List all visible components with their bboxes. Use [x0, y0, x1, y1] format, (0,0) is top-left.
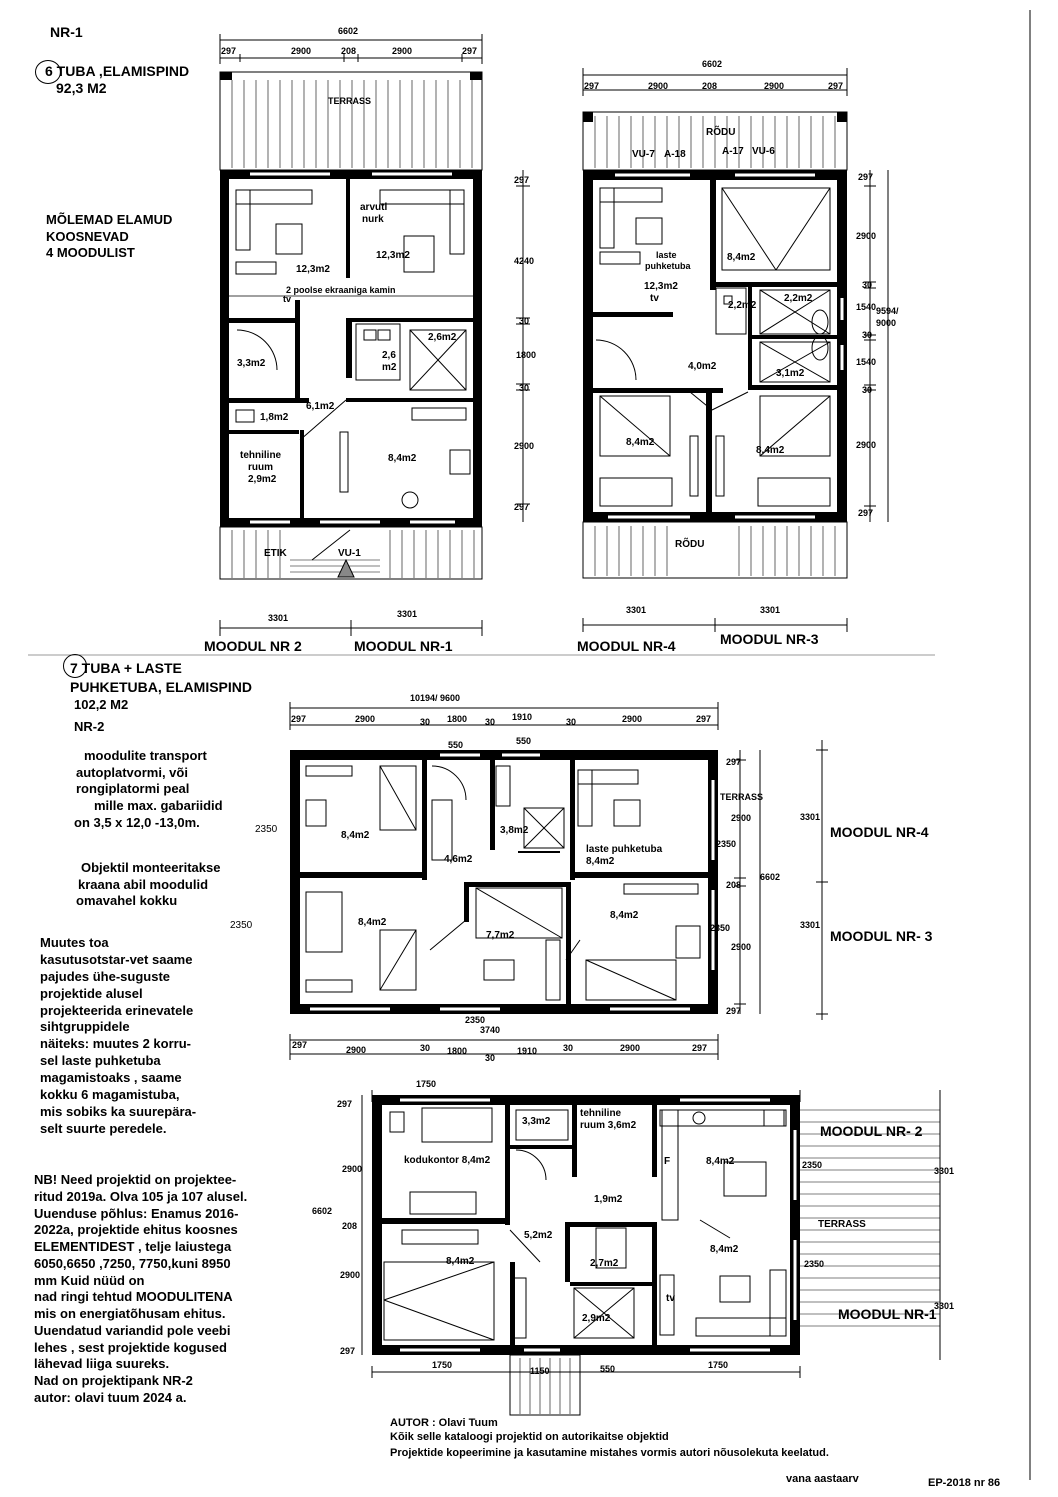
dim: 3301: [800, 812, 821, 822]
nb-note: NB! Need projektid on projektee- ritud 2019a. Olva 105 ja 107 alusel. Uuenduse põhlus: Enamus 2016- 2022a, projektide ehitus koosnes ELEMENTIDEST , telje laiustega 6050,6650 ,7250, 7750,kuni 8950 mm Kuid nüüd on nad ringi tehtud MOODULITENA mis on energiatõhusam ehitus. Uuendatud variandid pole veebi lehes , sest projektide kogused lähevad liiga suureks. Nad on projektipank NR-2 autor: olavi tuum 2024 a.: [34, 1172, 248, 1405]
dim: 3301: [934, 1301, 955, 1311]
footer-autor: AUTOR : Olavi Tuum: [390, 1417, 498, 1429]
dim: 2900: [856, 440, 877, 450]
dim: 3301: [268, 613, 289, 623]
module-label: MOODUL NR- 3: [830, 928, 933, 944]
room-area: m2: [382, 362, 397, 373]
label-laste: laste: [656, 250, 677, 260]
dim: 550: [448, 740, 464, 750]
room-area: 1,8m2: [260, 412, 289, 423]
dim: 297: [692, 1043, 708, 1053]
room-area: 8,4m2: [727, 252, 756, 263]
dim-total: 9000: [876, 318, 897, 328]
dim: 2350: [716, 839, 737, 849]
dim: 2900: [648, 81, 669, 91]
nr1-title: NR-1: [50, 24, 83, 40]
dim: 2900: [731, 942, 752, 952]
dim: 30: [862, 280, 873, 290]
room-area: 3,3m2: [522, 1116, 551, 1127]
room-area: 8,4m2: [610, 910, 639, 921]
dim: 1750: [416, 1079, 437, 1089]
footer-disclaimer: Projektide kopeerimine ja kasutamine mistahes vormis autori nõusolekuta keelatud.: [390, 1447, 829, 1459]
dim: 3301: [760, 605, 781, 615]
label-a18: A-18: [664, 149, 686, 160]
dim-total: 6602: [702, 59, 723, 69]
dim: 1750: [432, 1360, 453, 1370]
room-area: 6,1m2: [306, 401, 335, 412]
room-area: 8,4m2: [710, 1244, 739, 1255]
room-area: 12,3m2: [296, 264, 330, 275]
label-vu6: VU-6: [752, 146, 775, 157]
room-area: 3,3m2: [237, 358, 266, 369]
room-area: 8,4m2: [626, 437, 655, 448]
dim: 1910: [517, 1046, 538, 1056]
footer-page-number: EP-2018 nr 86: [928, 1477, 1001, 1489]
label-f: F: [664, 1156, 671, 1167]
nr1-area: 92,3 M2: [56, 80, 107, 96]
dim-total: 6602: [338, 26, 359, 36]
dim: 2900: [392, 46, 413, 56]
nr2-heading-1: 7 TUBA + LASTE: [70, 660, 182, 676]
both-note: MÕLEMAD ELAMUD KOOSNEVAD 4 MOODULIST: [46, 212, 173, 261]
label-terrass: TERRASS: [818, 1219, 866, 1230]
label-terrass: TERRASS: [328, 96, 372, 106]
dim: 297: [292, 1040, 308, 1050]
dim: 2900: [622, 714, 643, 724]
room-area: 8,4m2: [388, 453, 417, 464]
dim-2350-left-b: 2350: [230, 920, 253, 931]
nr2-area: 102,2 M2: [74, 697, 129, 712]
room-area: 8,4m2: [341, 830, 370, 841]
label-tv: tv: [666, 1293, 675, 1304]
dim: 3301: [800, 920, 821, 930]
dim: 2350: [465, 1015, 486, 1025]
dim: 208: [341, 46, 357, 56]
room-area: 5,2m2: [524, 1230, 553, 1241]
label-tv: tv: [283, 294, 292, 304]
dim: 30: [563, 1043, 574, 1053]
dim: 2900: [620, 1043, 641, 1053]
dim: 30: [485, 1053, 496, 1063]
label-kamin: 2 poolse ekraaniga kamin: [286, 285, 396, 295]
label-tehniline: tehniline: [580, 1108, 622, 1119]
dim: 1910: [512, 712, 533, 722]
label-tv: tv: [650, 293, 659, 304]
dim: 30: [862, 385, 873, 395]
module-label: MOODUL NR-3: [720, 631, 819, 647]
dim-total: 9594/: [876, 306, 899, 316]
label-nurk: nurk: [362, 214, 384, 225]
label-rodu: RÕDU: [675, 539, 705, 550]
dim: 1750: [708, 1360, 729, 1370]
dim: 3301: [626, 605, 647, 615]
room-area: 12,3m2: [376, 250, 410, 261]
room-area: 2,7m2: [590, 1258, 619, 1269]
label-a17: A-17: [722, 146, 744, 157]
dim: 2900: [355, 714, 376, 724]
dim: 1540: [856, 302, 877, 312]
dim: 2900: [856, 231, 877, 241]
dim: 4240: [514, 256, 535, 266]
dim: 297: [696, 714, 712, 724]
dim: 297: [726, 757, 742, 767]
room-area: 7,7m2: [486, 930, 515, 941]
room-area: 2,6: [382, 350, 396, 361]
dim: 30: [485, 717, 496, 727]
dim: 30: [519, 316, 530, 326]
room-area: 1,9m2: [594, 1194, 623, 1205]
dim: 297: [221, 46, 237, 56]
nr2-title: NR-2: [74, 719, 105, 734]
label-arvuti: arvuti: [360, 202, 388, 213]
module-label: MOODUL NR-1: [354, 638, 453, 654]
dim: 297: [291, 714, 307, 724]
change-note: Muutes toa kasutusotstar-vet saame pajudes ühe-suguste projektide alusel projekteerida erinevatele sihtgruppidele näiteks: muutes 2 korru- sel laste puhketuba magamistoaks , saame kokku 6 magamistuba, mis sobiks ka suurepära- selt suurte peredele.: [40, 935, 197, 1136]
dim: 2350: [710, 923, 731, 933]
crane-note: Objektil monteeritakse kraana abil moodulid omavahel kokku: [76, 860, 221, 909]
label-kodukontor: kodukontor 8,4m2: [404, 1155, 491, 1166]
label-ruum: ruum: [248, 462, 273, 473]
module-label: MOODUL NR-4: [577, 638, 676, 654]
dim: 2900: [514, 441, 535, 451]
plan-nr2-lower-floor: [290, 702, 828, 1060]
label-vu1: VU-1: [338, 548, 361, 559]
room-area: 8,4m2: [446, 1256, 475, 1267]
dim: 550: [600, 1364, 616, 1374]
dim: 2900: [731, 813, 752, 823]
dim: 297: [514, 175, 530, 185]
dim: 2900: [346, 1045, 367, 1055]
dim-total: 6602: [312, 1206, 333, 1216]
dim: 30: [862, 330, 873, 340]
label-ruum: ruum 3,6m2: [580, 1120, 637, 1131]
room-area: 3,1m2: [776, 368, 805, 379]
dim: 1540: [856, 357, 877, 367]
room-area: 2,2m2: [728, 300, 757, 311]
dim: 297: [858, 508, 874, 518]
room-area: 3,8m2: [500, 825, 529, 836]
room-area: 12,3m2: [644, 281, 678, 292]
nr1-heading: 6 TUBA ,ELAMISPIND: [45, 63, 190, 79]
room-area: 2,6m2: [428, 332, 457, 343]
dim: 208: [342, 1221, 358, 1231]
label-laste-puhketuba: laste puhketuba: [586, 844, 663, 855]
dim: 2900: [342, 1164, 363, 1174]
dim: 3301: [397, 609, 418, 619]
dim: 30: [420, 1043, 431, 1053]
dim: 1800: [447, 1046, 468, 1056]
dim-total: 10194/ 9600: [410, 693, 461, 703]
dim: 297: [340, 1346, 356, 1356]
room-area: 4,6m2: [444, 854, 473, 865]
dim: 297: [514, 502, 530, 512]
dim: 297: [726, 1006, 742, 1016]
label-rodu: RÕDU: [706, 127, 736, 138]
footer-copyright: Kõik selle kataloogi projektid on autorikaitse objektid: [390, 1431, 669, 1443]
dim: 2900: [340, 1270, 361, 1280]
footer-old-year: vana aastaarv: [786, 1473, 859, 1485]
dim: 2350: [255, 824, 278, 835]
dim: 2350: [804, 1259, 825, 1269]
nr2-heading-2: PUHKETUBA, ELAMISPIND: [70, 679, 253, 695]
module-label: MOODUL NR-1: [838, 1306, 937, 1322]
room-area: 8,4m2: [706, 1156, 735, 1167]
dim: 208: [726, 880, 742, 890]
room-area: 2,9m2: [248, 474, 277, 485]
dim: 2900: [291, 46, 312, 56]
dim: 2350: [802, 1160, 823, 1170]
room-area: 8,4m2: [586, 856, 615, 867]
transport-note: moodulite transport autoplatvormi, või rongiplatormi peal mille max. gabariidid on 3,5 x 12,0 -13,0m.: [74, 748, 223, 830]
dim: 297: [337, 1099, 353, 1109]
dim: 1800: [447, 714, 468, 724]
label-puhketuba: puhketuba: [645, 261, 691, 271]
dim: 297: [858, 172, 874, 182]
label-tehniline: tehniline: [240, 450, 282, 461]
label-terrass: TERRASS: [720, 792, 764, 802]
room-area: 8,4m2: [358, 917, 387, 928]
dim: 3301: [934, 1166, 955, 1176]
room-area: 8,4m2: [756, 445, 785, 456]
dim: 297: [462, 46, 478, 56]
dim: 550: [516, 736, 532, 746]
module-label: MOODUL NR-4: [830, 824, 929, 840]
room-area: 2,2m2: [784, 293, 813, 304]
dim: 3740: [480, 1025, 501, 1035]
label-vu7: VU-7: [632, 149, 655, 160]
label-etik: ETIK: [264, 548, 287, 559]
dim: 297: [828, 81, 844, 91]
dim: 30: [566, 717, 577, 727]
dim: 30: [420, 717, 431, 727]
dim: 1800: [516, 350, 537, 360]
dim: 1150: [530, 1366, 550, 1376]
dim: 2900: [764, 81, 785, 91]
dim: 297: [584, 81, 600, 91]
module-label: MOODUL NR 2: [204, 638, 302, 654]
dim-total: 6602: [760, 872, 781, 882]
room-area: 4,0m2: [688, 361, 717, 372]
dim: 208: [702, 81, 718, 91]
dim: 30: [519, 383, 530, 393]
room-area: 2,9m2: [582, 1313, 611, 1324]
module-label: MOODUL NR- 2: [820, 1123, 923, 1139]
